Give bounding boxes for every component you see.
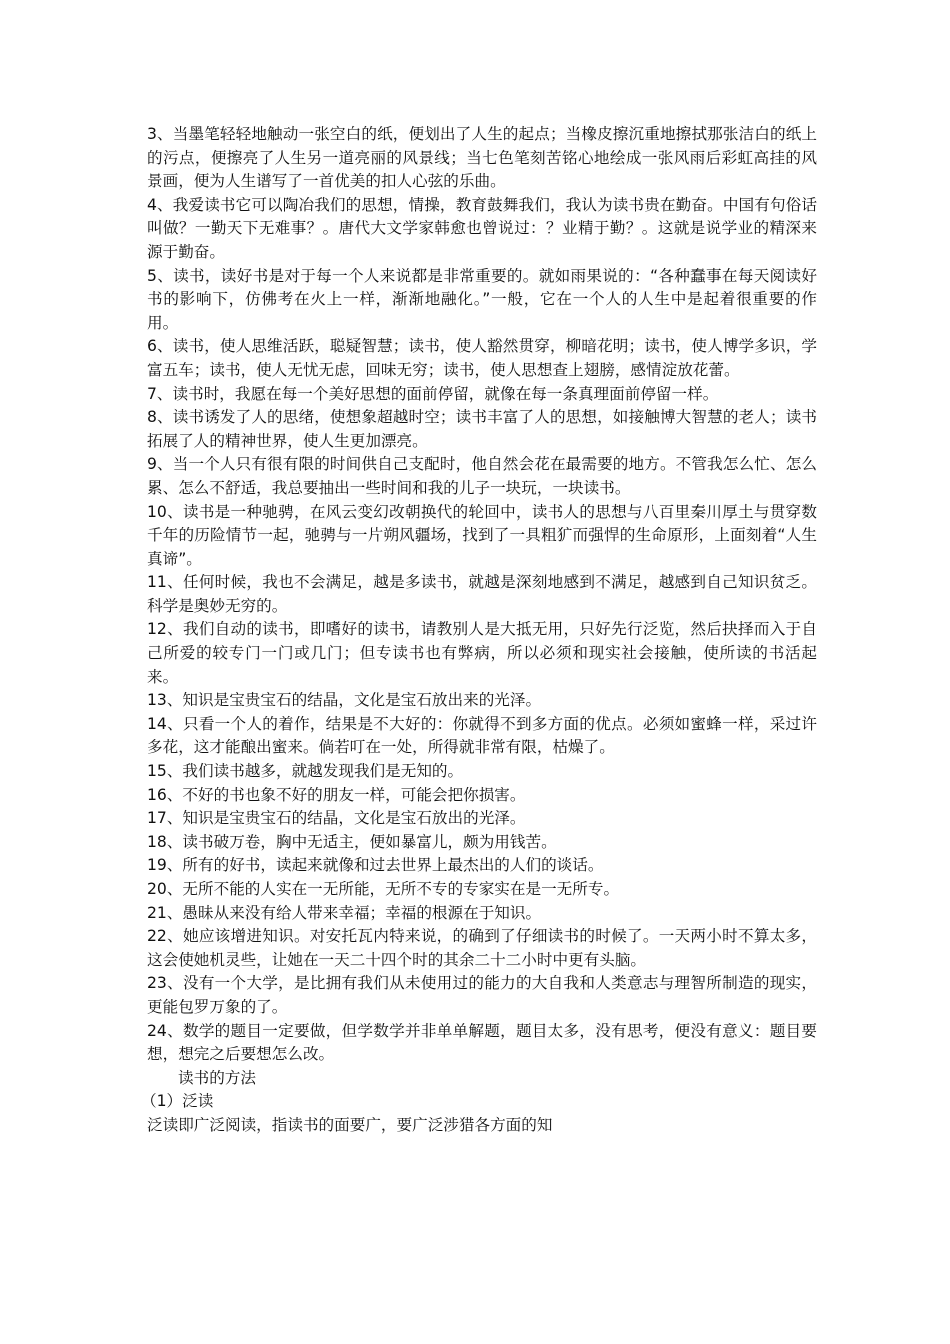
list-item: 12、我们自动的读书，即嗜好的读书，请教别人是大抵无用，只好先行泛览，然后抉择而入于自己所爱的较专门一门或几门；但专读书也有弊病，所以必须和现实社会接触，使所读的书活起来。 bbox=[147, 620, 817, 686]
list-item: 20、无所不能的人实在一无所能，无所不专的专家实在是一无所专。 bbox=[147, 880, 620, 898]
list-item: 23、没有一个大学，是比拥有我们从未使用过的能力的大自我和人类意志与理智所制造的现实，更能包罗万象的了。 bbox=[147, 974, 817, 1016]
list-item: 9、当一个人只有很有限的时间供自己支配时，他自然会花在最需要的地方。不管我怎么忙、怎么累、怎么不舒适，我总要抽出一些时间和我的儿子一块玩，一块读书。 bbox=[147, 455, 817, 497]
sub-heading: （1）泛读 bbox=[141, 1092, 214, 1111]
list-item: 19、所有的好书，读起来就像和过去世界上最杰出的人们的谈话。 bbox=[147, 856, 604, 875]
paragraph: 泛读即广泛阅读，指读书的面要广，要广泛涉猎各方面的知 bbox=[147, 1115, 553, 1134]
list-item: 22、她应该增进知识。对安托瓦内特来说，的确到了仔细读书的时候了。一天两小时不算太多，这会使她机灵些，让她在一天二十四个时的其余二十二小时中更有头脑。 bbox=[147, 927, 817, 969]
list-item: 11、任何时候，我也不会满足，越是多读书，就越是深刻地感到不满足，越感到自己知识贫乏。科学是奥妙无穷的。 bbox=[147, 573, 817, 615]
list-item: 8、读书诱发了人的思绪，使想象超越时空；读书丰富了人的思想，如接触博大智慧的老人；读书拓展了人的精神世界，使人生更加漂亮。 bbox=[147, 408, 817, 450]
list-item: 13、知识是宝贵宝石的结晶，文化是宝石放出来的光泽。 bbox=[147, 691, 542, 710]
list-item: 18、读书破万卷，胸中无适主，便如暴富儿，颇为用钱苦。 bbox=[147, 832, 557, 851]
list-item: 5、读书，读好书是对于每一个人来说都是非常重要的。就如雨果说的：“各种蠢事在每天阅读好书的影响下，仿佛考在火上一样，渐渐地融化。”一般，它在一个人的人生中是起着很重要的作用。 bbox=[147, 266, 817, 332]
list-item: 14、只看一个人的着作，结果是不大好的：你就得不到多方面的优点。必须如蜜蜂一样，采过许多花，这才能酿出蜜来。倘若叮在一处，所得就非常有限，枯燥了。 bbox=[147, 714, 817, 757]
list-item: 4、我爱读书它可以陶冶我们的思想，情操，教育鼓舞我们，我认为读书贵在勤奋。中国有句俗话叫做？一勤天下无难事？。唐代大文学家韩愈也曾说过：？业精于勤？。这就是说学业的精深来源于勤奋。 bbox=[147, 195, 817, 261]
list-item: 7、读书时，我愿在每一个美好思想的面前停留，就像在每一条真理面前停留一样。 bbox=[147, 384, 719, 403]
document-body bbox=[141, 123, 817, 1138]
list-item: 17、知识是宝贵宝石的结晶，文化是宝石放出的光泽。 bbox=[147, 809, 526, 828]
list-item: 24、数学的题目一定要做，但学数学并非单单解题，题目太多，没有思考，便没有意义：题目要想，想完之后要想怎么改。 bbox=[147, 1021, 817, 1064]
section-heading: 读书的方法 bbox=[178, 1068, 256, 1087]
list-item: 3、当墨笔轻轻地触动一张空白的纸，便划出了人生的起点；当橡皮擦沉重地擦拭那张洁白的纸上的污点，便擦亮了人生另一道亮丽的风景线；当七色笔刻苦铭心地绘成一张风雨后彩虹高挂的风景画，便为人生谱写了一首优美的扣人心弦的乐曲。 bbox=[147, 125, 817, 191]
list-item: 21、愚昧从来没有给人带来幸福；幸福的根源在于知识。 bbox=[147, 903, 542, 922]
list-item: 10、读书是一种驰骋，在风云变幻改朝换代的轮回中，读书人的思想与八百里秦川厚土与贯穿数千年的历险情节一起，驰骋与一片朔风疆场，找到了一具粗犷而强悍的生命原形，上面刻着“人生真谛”。 bbox=[147, 502, 817, 568]
list-item: 16、不好的书也象不好的朋友一样，可能会把你损害。 bbox=[147, 785, 526, 804]
list-item: 6、读书，使人思维活跃，聪疑智慧；读书，使人豁然贯穿，柳暗花明；读书，使人博学多识，学富五车；读书，使人无忧无虑，回味无穷；读书，使人思想查上翅膀，感情淀放花蕾。 bbox=[147, 337, 817, 379]
list-item: 15、我们读书越多，就越发现我们是无知的。 bbox=[147, 762, 464, 781]
